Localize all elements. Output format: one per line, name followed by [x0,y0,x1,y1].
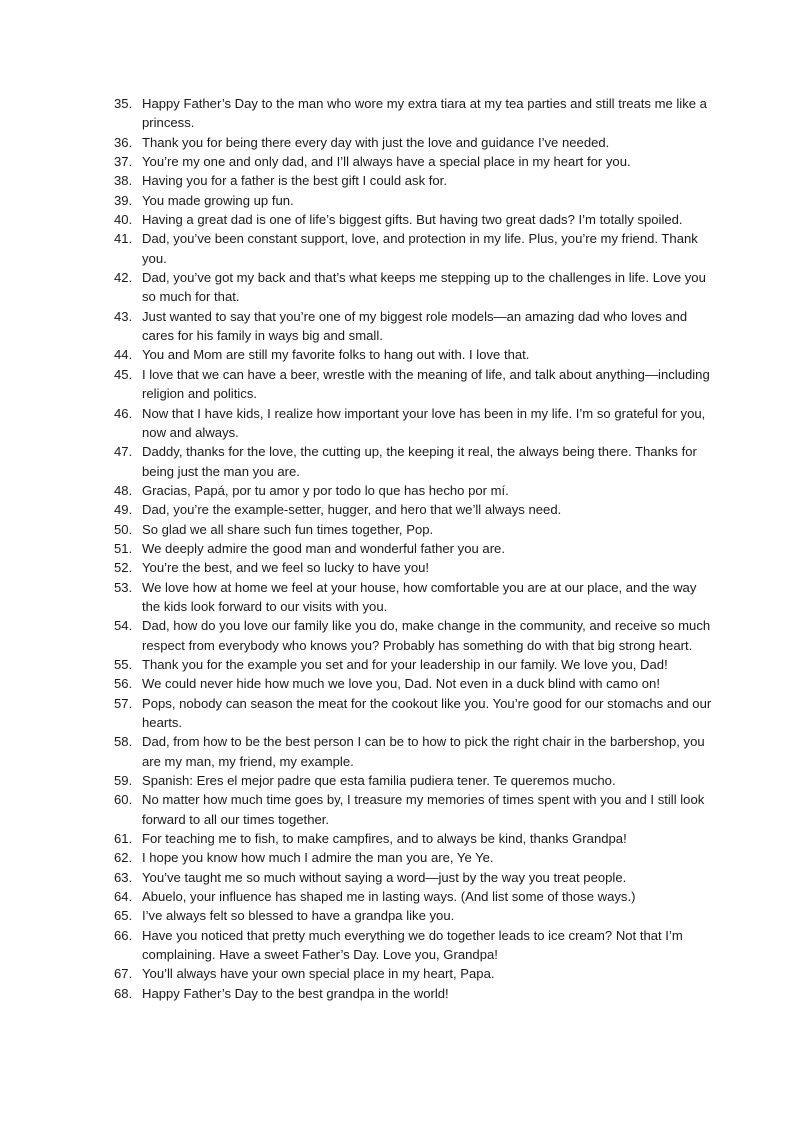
list-item-number: 55. [114,656,133,672]
list-item-number: 37. [114,154,133,170]
list-item-number: 54. [114,618,133,634]
list-item-text: You’ve taught me so much without saying a word—just by the way you treat people. [142,869,627,885]
list-item-text: Having you for a father is the best gift I could ask for. [142,173,447,189]
list-item-text: Just wanted to say that you’re one of my biggest role models—an amazing dad who loves and cares for his family in ways big and small. [142,308,688,344]
list-item [114,152,714,171]
list-item [114,307,714,346]
list-item-number: 46. [114,405,133,421]
list-item-number: 48. [114,482,133,498]
list-item-number: 45. [114,366,133,382]
list-item-text: You’ll always have your own special place in my heart, Papa. [142,966,495,982]
list-item [114,345,714,364]
list-item [114,868,714,887]
list-item [114,481,714,500]
list-item [114,984,714,1003]
list-item [114,171,714,190]
list-item-number: 67. [114,966,133,982]
list-item [114,229,714,268]
list-item-text: Thank you for being there every day with just the love and guidance I’ve needed. [142,134,610,150]
list-item-number: 35. [114,96,133,111]
list-item-number: 38. [114,173,133,189]
list-item [114,558,714,577]
list-item-number: 68. [114,985,133,1001]
list-item-number: 43. [114,308,133,324]
list-item [114,848,714,867]
list-item [114,133,714,152]
list-item-text: Dad, you’ve got my back and that’s what keeps me stepping up to the challenges in life. Love you so much for that. [142,270,706,305]
list-item-text: Dad, you’re the example-setter, hugger, and hero that we’ll always need. [142,502,562,518]
list-item-text: You made growing up fun. [142,192,294,208]
list-item-text: You and Mom are still my favorite folks to hang out with. I love that. [142,347,530,363]
list-item-number: 42. [114,270,133,286]
list-item-number: 63. [114,869,133,885]
list-item-text: Happy Father’s Day to the best grandpa in the world! [142,985,449,1001]
list-item [114,732,714,771]
list-item-text: Daddy, thanks for the love, the cutting up, the keeping it real, the always being there. Thanks for being just the man you are. [142,444,697,479]
list-item-number: 51. [114,540,133,556]
list-item-number: 62. [114,850,133,866]
list-item-text: Spanish: Eres el mejor padre que esta familia pudiera tener. Te queremos mucho. [142,773,616,789]
list-item-number: 65. [114,908,133,924]
list-item-number: 41. [114,231,133,247]
list-item [114,268,714,307]
list-item-text: Thank you for the example you set and for your leadership in our family. We love you, Dad! [142,656,668,672]
list-item-number: 56. [114,676,133,692]
list-item [114,94,714,133]
list-item [114,191,714,210]
list-item-number: 61. [114,831,133,847]
list-item-number: 57. [114,695,133,711]
list-item-number: 53. [114,579,133,595]
list-item-text: Have you noticed that pretty much everything we do together leads to ice cream? Not that I’m complaining. Have a sweet Father’s Day. Love you, Grandpa! [142,927,683,963]
list-item-text: Happy Father’s Day to the man who wore my extra tiara at my tea parties and still treats me like a princess. [142,96,707,131]
list-item-text: Pops, nobody can season the meat for the cookout like you. You’re good for our stomachs and our hearts. [142,695,712,730]
list-item [114,578,714,617]
list-item-text: I love that we can have a beer, wrestle with the meaning of life, and talk about anything—including religion and politics. [142,366,710,402]
list-item-text: Dad, you’ve been constant support, love, and protection in my life. Plus, you’re my friend. Thank you. [142,231,698,266]
list-item-number: 66. [114,927,133,943]
list-item-text: I’ve always felt so blessed to have a grandpa like you. [142,908,455,924]
list-item [114,500,714,519]
list-item [114,926,714,965]
list-item-number: 58. [114,734,133,750]
list-item [114,674,714,693]
list-item-number: 47. [114,444,133,460]
list-item-number: 49. [114,502,133,518]
list-item [114,655,714,674]
list-item [114,694,714,733]
list-item-text: I hope you know how much I admire the man you are, Ye Ye. [142,850,494,866]
list-item-number: 39. [114,192,133,208]
list-item-text: We love how at home we feel at your house, how comfortable you are at our place, and the way the kids look forward to our visits with you. [142,579,697,614]
list-item [114,771,714,790]
list-item [114,616,714,655]
list-item-number: 60. [114,792,133,808]
list-item-text: No matter how much time goes by, I treasure my memories of times spent with you and I still look forward to all our times together. [142,792,705,827]
numbered-list [114,94,714,1003]
list-item-text: Dad, how do you love our family like you do, make change in the community, and receive so much respect from everybody who knows you? Probably has something do with that big strong heart. [142,618,711,653]
list-item-number: 40. [114,212,133,228]
list-item [114,790,714,829]
list-item-text: You’re my one and only dad, and I’ll always have a special place in my heart for you. [142,154,631,170]
list-item [114,906,714,925]
list-item [114,210,714,229]
list-item [114,365,714,404]
list-item-text: You’re the best, and we feel so lucky to have you! [142,560,430,576]
list-item-text: For teaching me to fish, to make campfires, and to always be kind, thanks Grandpa! [142,831,627,847]
list-item-number: 59. [114,773,133,789]
list-item [114,829,714,848]
list-item-text: Dad, from how to be the best person I can be to how to pick the right chair in the barbershop, you are my man, my friend, my example. [142,734,705,769]
list-item [114,887,714,906]
list-item [114,520,714,539]
list-item-text: So glad we all share such fun times together, Pop. [142,521,434,537]
list-item-number: 52. [114,560,133,576]
list-item-number: 64. [114,889,133,905]
list-item-text: We deeply admire the good man and wonderful father you are. [142,540,505,556]
list-item-number: 50. [114,521,133,537]
list-item [114,404,714,443]
list-item [114,964,714,983]
list-item-text: Gracias, Papá, por tu amor y por todo lo que has hecho por mí. [142,482,509,498]
list-item-text: Now that I have kids, I realize how important your love has been in my life. I’m so grateful for you, now and always. [142,405,706,440]
list-item [114,442,714,481]
list-item-text: Having a great dad is one of life’s biggest gifts. But having two great dads? I’m totally spoiled. [142,212,683,228]
list-item-text: We could never hide how much we love you, Dad. Not even in a duck blind with camo on! [142,676,660,692]
list-item-number: 44. [114,347,133,363]
list-item-number: 36. [114,134,133,150]
list-item [114,539,714,558]
list-item-text: Abuelo, your influence has shaped me in lasting ways. (And list some of those ways.) [142,889,636,905]
